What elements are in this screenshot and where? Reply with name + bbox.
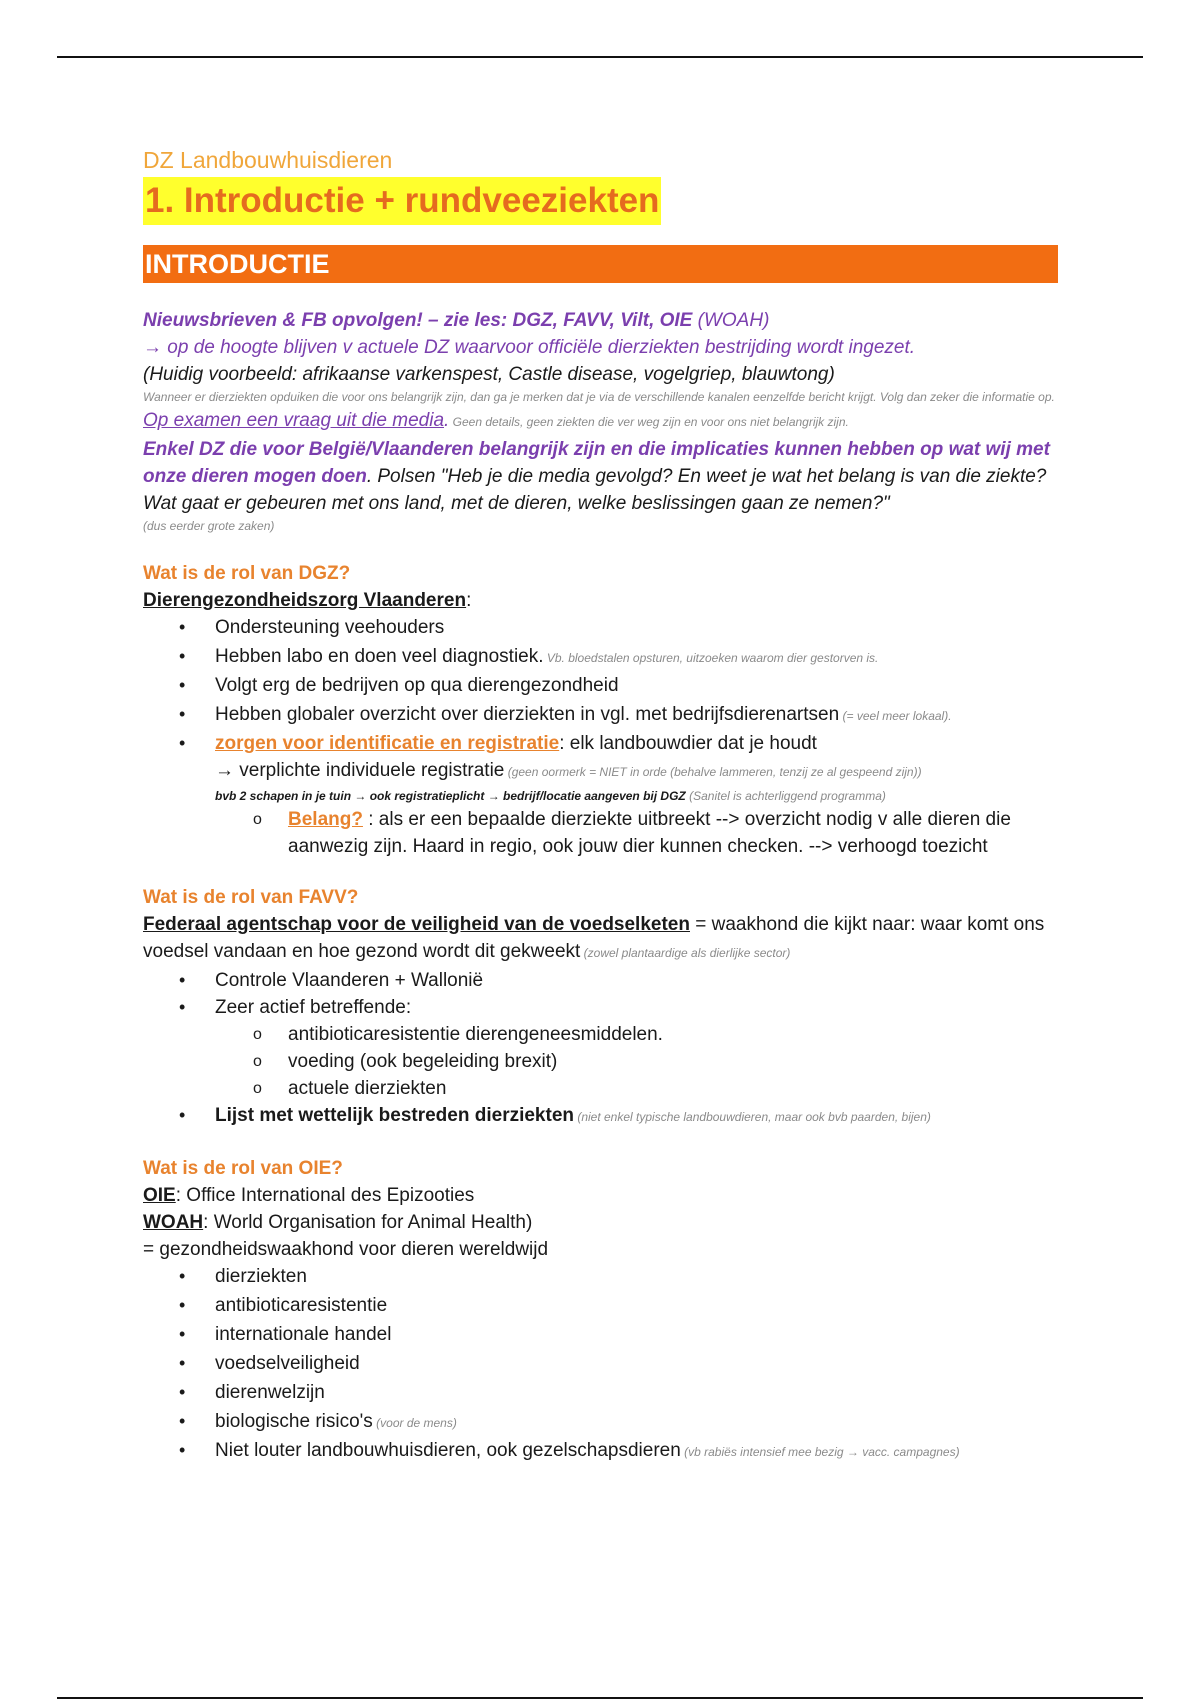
intro-section <box>143 307 1058 536</box>
intro-note2: (dus eerder grote zaken) <box>143 519 275 533</box>
bottom-rule <box>57 1697 1143 1699</box>
oie-list <box>143 1263 1058 1466</box>
favv-list <box>143 967 1058 1131</box>
intro-line3: (Huidig voorbeeld: afrikaanse varkenspest, Castle disease, vogelgriep, blauwtong) <box>143 364 835 385</box>
oie-section: Wat is de rol van OIE? OIE: Office International des Epizooties WOAH: World Organisation for Animal Health) = gezondheidswaakhond voor dieren wereldwijd • dierziekten • antibioticaresistentie • internationale handel • voedselveiligheid • dierenwelzijn • biologische risico's (voor de mens) • Niet louter landbouwhuisdieren, ook gezelschapsdieren (vb rabiës intensief mee bezig → vacc. campagnes) <box>143 1155 1058 1466</box>
oie-abbr: OIE <box>143 1185 176 1206</box>
belang-link[interactable]: Belang? <box>288 809 363 830</box>
list-item: • antibioticaresistentie <box>143 1292 1058 1321</box>
list-subitem: o voeding (ook begeleiding brexit) <box>143 1048 1058 1075</box>
list-item: • Hebben labo en doen veel diagnostiek. Vb. bloedstalen opsturen, uitzoeken waarom dier gestorven is. <box>143 643 1058 672</box>
dgz-name: Dierengezondheidszorg Vlaanderen <box>143 590 467 611</box>
top-rule <box>57 56 1143 58</box>
registration-example: bvb 2 schapen in je tuin → ook registratieplicht → bedrijf/locatie aangeven bij DGZ <box>215 789 686 803</box>
list-item: • dierenwelzijn <box>143 1379 1058 1408</box>
list-subitem: o antibioticaresistentie dierengeneesmiddelen. <box>143 1021 1058 1048</box>
intro-line1-suffix: (WOAH) <box>692 310 770 331</box>
list-item: • Controle Vlaanderen + Wallonië <box>143 967 1058 994</box>
list-item: • Ondersteuning veehouders <box>143 614 1058 643</box>
registration-link[interactable]: zorgen voor identificatie en registratie <box>215 733 560 754</box>
intro-paragraph-rest: . Polsen "Heb je die media gevolgd? En weet je wat het belang is van die ziekte? Wat gaat er gebeuren met ons land, met de dieren, welke beslissingen gaan ze nemen?" <box>143 466 1047 514</box>
dgz-section: Wat is de rol van DGZ? Dierengezondheidszorg Vlaanderen: • Ondersteuning veehouders • Hebben labo en doen veel diagnostiek. Vb. bloedstalen opsturen, uitzoeken waarom dier gestorven is. • Volgt erg de bedrijven op qua dierengezondheid • Hebben globaler overzicht over dierziekten in vgl. met bedrijfsdierenartsen (= veel meer lokaal). • zorgen voor identificatie en registratie: elk landbouwdier dat je houdt → verplichte individuele registratie (geen oormerk = NIET in orde (behalve lammeren, tenzij ze al gespeend zijn)) bvb 2 schapen in je tuin → ook registratieplicht → bedrijf/locatie aangeven bij DGZ (Sanitel is achterliggend programma) o Belang? : als er een bepaalde dierziekte uitbreekt --> overzicht nodig v alle dieren die aanwezig zijn. Haard in regio, ook jouw dier kunnen checken. --> verhoogd toezicht <box>143 560 1058 860</box>
dgz-colon: : <box>466 590 472 611</box>
list-subitem: o actuele dierziekten <box>143 1075 1058 1102</box>
exam-period: . <box>444 410 450 431</box>
favv-heading: Wat is de rol van FAVV? <box>143 887 359 908</box>
list-item: • biologische risico's (voor de mens) <box>143 1408 1058 1437</box>
list-item: • dierziekten <box>143 1263 1058 1292</box>
favv-section: Wat is de rol van FAVV? Federaal agentschap voor de veiligheid van de voedselketen = waakhond die kijkt naar: waar komt ons voedsel vandaan en hoe gezond wordt dit gekweekt (zowel plantaardige als dierlijke sector) • Controle Vlaanderen + Wallonië • Zeer actief betreffende: o antibioticaresistentie dierengeneesmiddelen. o voeding (ook begeleiding brexit) o actuele dierziekten • Lijst met wettelijk bestreden dierziekten (niet enkel typische landbouwdieren, maar ook bvb paarden, bijen) <box>143 884 1058 1131</box>
oie-description: = gezondheidswaakhond voor dieren wereldwijd <box>143 1239 549 1260</box>
list-item: • Volgt erg de bedrijven op qua dierengezondheid <box>143 672 1058 701</box>
exam-note: Geen details, geen ziekten die ver weg zijn en voor ons niet belangrijk zijn. <box>449 415 849 429</box>
document-title: 1. Introductie + rundveeziekten <box>143 177 661 225</box>
oie-heading: Wat is de rol van OIE? <box>143 1158 343 1179</box>
list-subitem: o Belang? : als er een bepaalde dierziekte uitbreekt --> overzicht nodig v alle dieren die aanwezig zijn. Haard in regio, ook jouw dier kunnen checken. --> verhoogd toezicht <box>143 806 1058 860</box>
intro-line2: → op de hoogte blijven v actuele DZ waarvoor officiële dierziekten bestrijding wordt ingezet. <box>143 337 916 358</box>
intro-paragraph-bold: Enkel DZ die voor België/Vlaanderen belangrijk zijn en die implicaties kunnen hebben op wat wij met onze dieren mogen doen <box>143 439 1050 487</box>
registration-arrow: → verplichte individuele registratie <box>215 760 505 781</box>
exam-link[interactable]: Op examen een vraag uit die media <box>143 410 445 431</box>
section-banner: INTRODUCTIE <box>143 245 1058 283</box>
list-item-registration: • zorgen voor identificatie en registratie: elk landbouwdier dat je houdt <box>143 730 1058 757</box>
favv-name: Federaal agentschap voor de veiligheid van de voedselketen <box>143 914 690 935</box>
dgz-list <box>143 614 1058 757</box>
intro-note: Wanneer er dierziekten opduiken die voor ons belangrijk zijn, dan ga je merken dat je via de verschillende kanalen eenzelfde bericht krijgt. Volg dan zeker die informatie op. <box>143 390 1055 404</box>
list-item: • voedselveiligheid <box>143 1350 1058 1379</box>
list-item: • Zeer actief betreffende: <box>143 994 1058 1021</box>
document-page <box>143 145 1058 1466</box>
list-item: • Lijst met wettelijk bestreden dierziekten (niet enkel typische landbouwdieren, maar ook bvb paarden, bijen) <box>143 1102 1058 1131</box>
list-item: • internationale handel <box>143 1321 1058 1350</box>
dgz-sublist <box>143 806 1058 860</box>
intro-line1: Nieuwsbrieven & FB opvolgen! – zie les: DGZ, FAVV, Vilt, OIE <box>143 310 693 331</box>
woah-abbr: WOAH <box>143 1212 204 1233</box>
list-item: • Hebben globaler overzicht over dierziekten in vgl. met bedrijfsdierenartsen (= veel meer lokaal). <box>143 701 1058 730</box>
list-item: • Niet louter landbouwhuisdieren, ook gezelschapsdieren (vb rabiës intensief mee bezig → vacc. campagnes) <box>143 1437 1058 1466</box>
dgz-heading: Wat is de rol van DGZ? <box>143 563 351 584</box>
document-subtitle: DZ Landbouwhuisdieren <box>143 147 393 173</box>
